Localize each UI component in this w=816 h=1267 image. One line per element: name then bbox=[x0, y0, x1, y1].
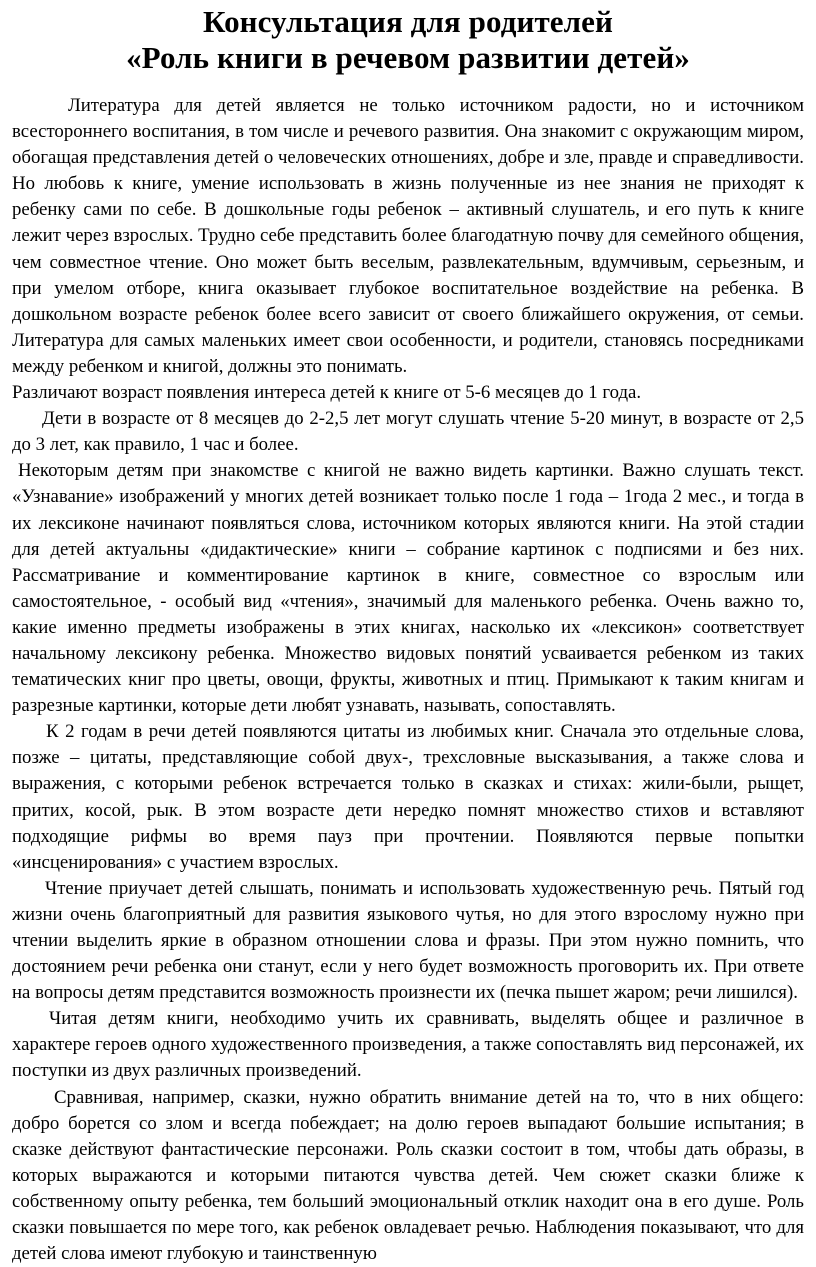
paragraph-listening-time: Дети в возрасте от 8 месяцев до 2-2,5 лет могут слушать чтение 5-20 минут, в возрасте от 2,5 до 3 лет, как правило, 1 час и более. bbox=[12, 408, 804, 456]
paragraph-fairy-tales: Сравнивая, например, сказки, нужно обратить внимание детей на то, что в них общего: добро борется со злом и всегда побеждает; на долю героев выпадают большие испытания; в сказке действуют фантастические персонажи. Роль сказки состоит в том, чтобы дать образы, в которых выражаются и которыми питаются чувства детей. Чем сюжет сказки ближе к собственному опыту ребенка, тем больший эмоциональный отклик находит она в его душе. Роль сказки повышается по мере того, как ребенок овладевает речью. Наблюдения показывают, что для детей слова имеют глубокую и таинственную bbox=[12, 1086, 804, 1265]
paragraph-pictures: Некоторым детям при знакомстве с книгой не важно видеть картинки. Важно слушать текст. «Узнавание» изображений у многих детей возникает только после 1 года – 1года 2 мес., и тогда в их лексиконе начинают появляться слова, источником которых являются книги. На этой стадии для детей актуальны «дидактические» книги – собрание картинок с подписями и без них. Рассматривание и комментирование картинок в книге, совместное со взрослым или самостоятельное, - особый вид «чтения», значимый для маленького ребенка. Очень важно то, какие именно предметы изображены в этих книгах, насколько их «лексикон» соответствует начальному лексикону ребенка. Множество видовых понятий усваивается ребенком из таких тематических книг про цветы, овощи, фрукты, животных и птиц. Примыкают к таким книгам и разрезные картинки, которые дети любят узнавать, называть, сопоставлять. bbox=[12, 460, 804, 717]
paragraph-reading-speech: Чтение приучает детей слышать, понимать и использовать художественную речь. Пятый год жизни очень благоприятный для развития языкового чутья, но для этого взрослому нужно при чтении выделить яркие в образном отношении слова и фразы. При этом нужно помнить, что достоянием речи ребенка они станут, если у него будет возможность проговорить их. При ответе на вопросы детям представится возможность произнести их (печка пышет жаром; речи лишился). bbox=[12, 877, 804, 1004]
title-line-2: «Роль книги в речевом развитии детей» bbox=[126, 40, 690, 75]
title-line-1: Консультация для родителей bbox=[203, 4, 613, 39]
paragraph-quotes: К 2 годам в речи детей появляются цитаты из любимых книг. Сначала это отдельные слова, позже – цитаты, представляющие собой двух-, трехсловные высказывания, а также слова и выражения, с которыми ребенок встречается только в сказках и стихах: жили-были, рыщет, притих, косой, рык. В этом возрасте дети нередко помнят множество стихов и вставляют подходящие рифмы во время пауз при прочтении. Появляются первые попытки «инсценирования» с участием взрослых. bbox=[12, 721, 804, 873]
paragraph-intro: Литература для детей является не только источником радости, но и источником всестороннего воспитания, в том числе и речевого развития. Она знакомит с окружающим миром, обогащая представления детей о человеческих отношениях, добре и зле, правде и справедливости. Но любовь к книге, умение использовать в жизнь полученные из нее знания не приходят к ребенку сами по себе. В дошкольные годы ребенок – активный слушатель, и его путь к книге лежит через взрослых. Трудно себе представить более благодатную почву для семейного общения, чем совместное чтение. Оно может быть веселым, развлекательным, вдумчивым, серьезным, и при умелом отборе, книга оказывает глубокое воспитательное воздействие на ребенка. В дошкольном возрасте ребенок более всего зависит от своего ближайшего окружения, от семьи. Литература для самых маленьких имеет свои особенности, и родители, становясь посредниками между ребенком и книгой, должны это понимать. bbox=[12, 95, 804, 377]
paragraph-compare-heroes: Читая детям книги, необходимо учить их сравнивать, выделять общее и различное в характере героев одного художественного произведения, а также сопоставлять вид персонажей, их поступки из двух различных произведений. bbox=[12, 1008, 804, 1082]
paragraph-age-interest: Различают возраст появления интереса детей к книге от 5-6 месяцев до 1 года. bbox=[12, 382, 642, 404]
page-title bbox=[12, 4, 804, 76]
document-body bbox=[12, 93, 804, 1267]
